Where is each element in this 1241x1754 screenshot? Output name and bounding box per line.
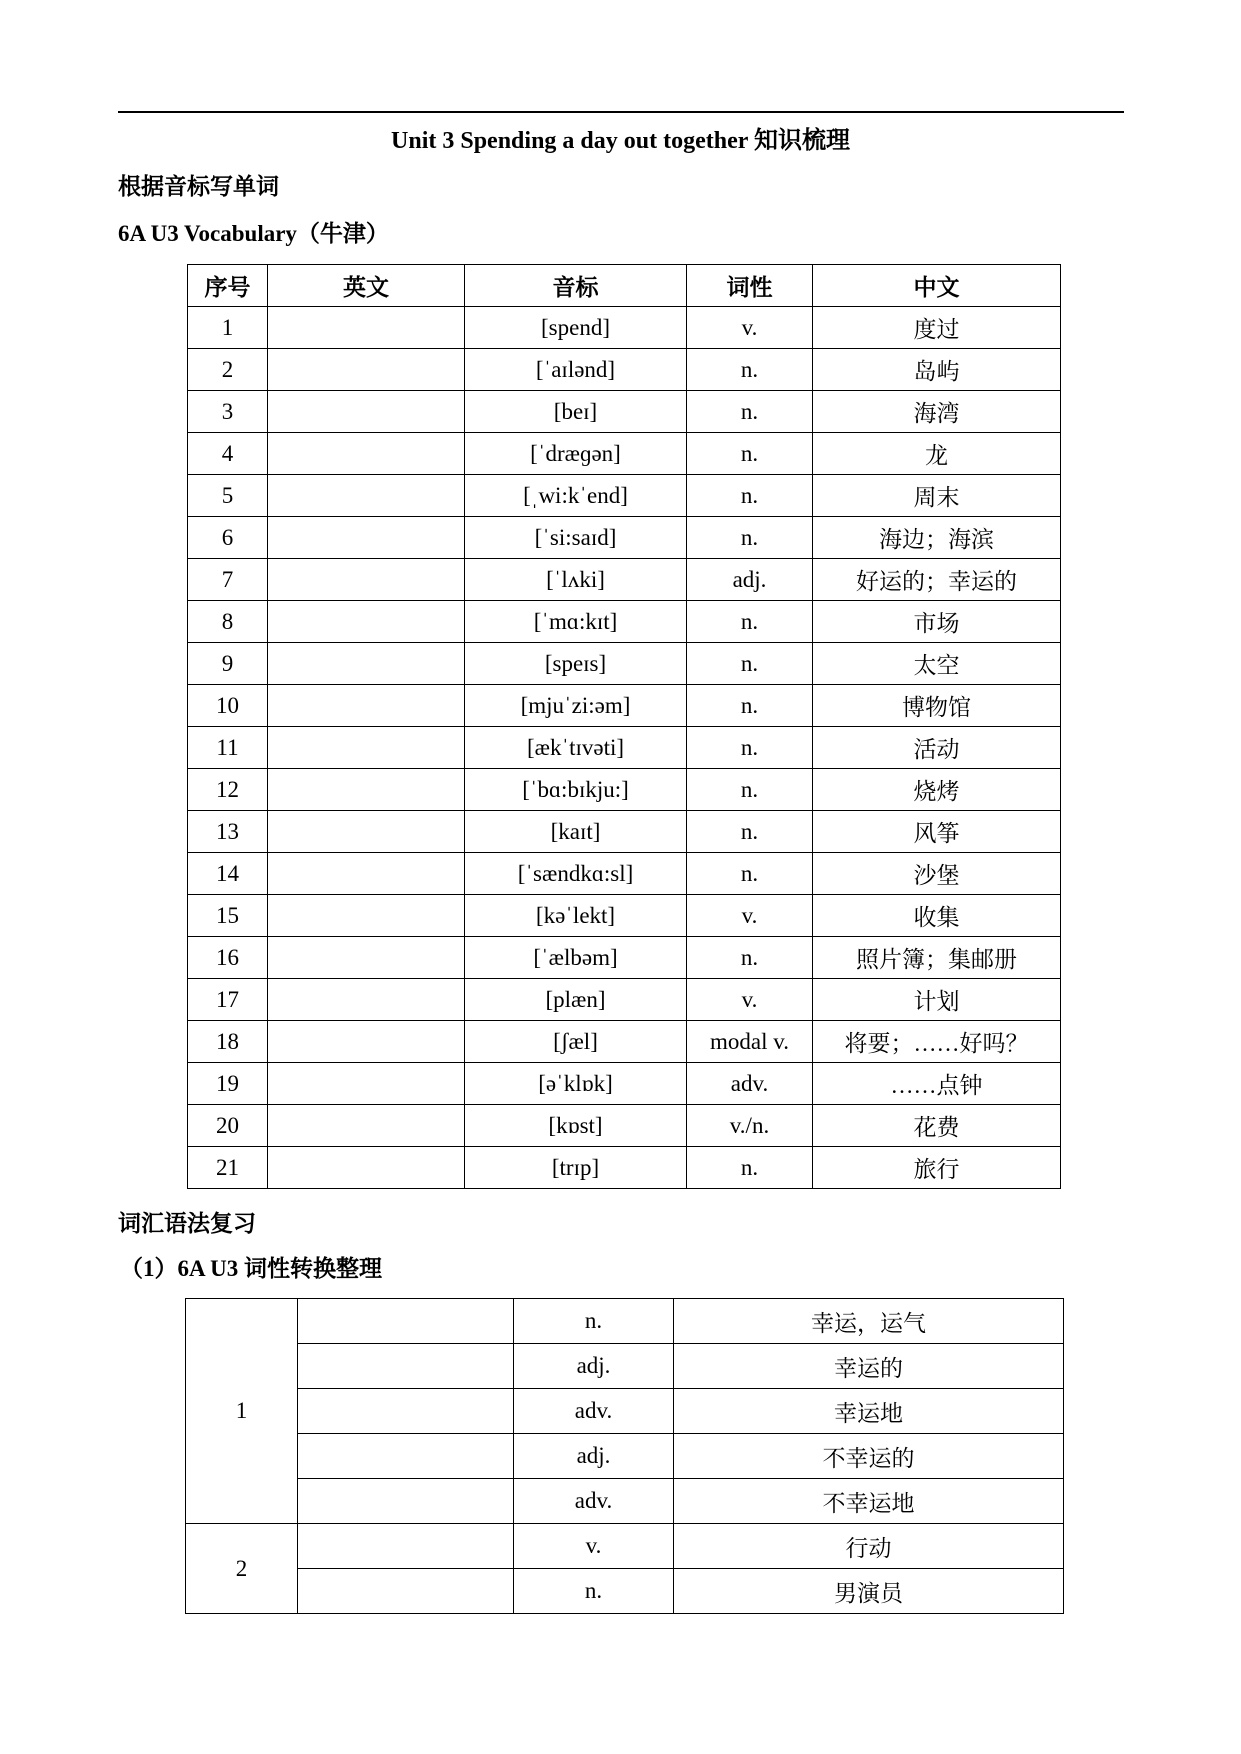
- english-answer-cell: [268, 349, 465, 391]
- row-number: 2: [188, 349, 268, 391]
- chinese-meaning-cell: 岛屿: [813, 349, 1061, 391]
- table-row: [188, 937, 1061, 979]
- english-answer-cell: [268, 937, 465, 979]
- phonetic-cell: [kɒst]: [465, 1105, 687, 1147]
- chinese-meaning-cell: 计划: [813, 979, 1061, 1021]
- row-number: 9: [188, 643, 268, 685]
- word-answer-cell: [298, 1299, 514, 1344]
- phonetic-cell: [ˌwi:kˈend]: [465, 475, 687, 517]
- table-row: [188, 475, 1061, 517]
- part-of-speech-cell: adv.: [514, 1479, 674, 1524]
- phonetic-cell: [ˈlʌki]: [465, 559, 687, 601]
- row-number: 13: [188, 811, 268, 853]
- chinese-meaning-cell: 风筝: [813, 811, 1061, 853]
- table-row: [188, 895, 1061, 937]
- chinese-meaning-cell: 幸运地: [674, 1389, 1064, 1434]
- row-number: 3: [188, 391, 268, 433]
- english-answer-cell: [268, 601, 465, 643]
- english-answer-cell: [268, 1021, 465, 1063]
- section-heading-review: 词汇语法复习: [118, 1211, 256, 1236]
- chinese-meaning-cell: 太空: [813, 643, 1061, 685]
- part-of-speech-cell: n.: [687, 937, 813, 979]
- word-form-table: [185, 1298, 1064, 1614]
- row-number: 8: [188, 601, 268, 643]
- part-of-speech-cell: n.: [687, 811, 813, 853]
- chinese-meaning-cell: 博物馆: [813, 685, 1061, 727]
- phonetic-cell: [ʃæl]: [465, 1021, 687, 1063]
- english-answer-cell: [268, 895, 465, 937]
- part-of-speech-cell: n.: [687, 853, 813, 895]
- chinese-meaning-cell: 将要；……好吗？: [813, 1021, 1061, 1063]
- english-answer-cell: [268, 391, 465, 433]
- part-of-speech-cell: adv.: [687, 1063, 813, 1105]
- chinese-meaning-cell: 旅行: [813, 1147, 1061, 1189]
- part-of-speech-cell: v.: [687, 307, 813, 349]
- chinese-meaning-cell: 沙堡: [813, 853, 1061, 895]
- row-number: 20: [188, 1105, 268, 1147]
- table-row: [188, 307, 1061, 349]
- table-row: [188, 433, 1061, 475]
- wordform-heading: （1）6A U3 词性转换整理: [120, 1256, 382, 1281]
- part-of-speech-cell: n.: [687, 601, 813, 643]
- chinese-meaning-cell: 海边；海滨: [813, 517, 1061, 559]
- header-pos: 词性: [687, 265, 813, 307]
- chinese-meaning-cell: 市场: [813, 601, 1061, 643]
- chinese-meaning-cell: 龙: [813, 433, 1061, 475]
- english-answer-cell: [268, 727, 465, 769]
- part-of-speech-cell: v./n.: [687, 1105, 813, 1147]
- phonetic-cell: [mjuˈzi:əm]: [465, 685, 687, 727]
- phonetic-cell: [ˈdræɡən]: [465, 433, 687, 475]
- chinese-meaning-cell: 活动: [813, 727, 1061, 769]
- english-answer-cell: [268, 307, 465, 349]
- phonetic-cell: [kaɪt]: [465, 811, 687, 853]
- table-row: [188, 517, 1061, 559]
- header-english: 英文: [268, 265, 465, 307]
- row-number: 19: [188, 1063, 268, 1105]
- part-of-speech-cell: n.: [514, 1569, 674, 1614]
- table-row: [186, 1524, 1064, 1569]
- word-answer-cell: [298, 1344, 514, 1389]
- part-of-speech-cell: n.: [687, 391, 813, 433]
- word-answer-cell: [298, 1479, 514, 1524]
- row-number: 12: [188, 769, 268, 811]
- english-answer-cell: [268, 1105, 465, 1147]
- phonetic-cell: [əˈklɒk]: [465, 1063, 687, 1105]
- chinese-meaning-cell: 不幸运地: [674, 1479, 1064, 1524]
- chinese-meaning-cell: 收集: [813, 895, 1061, 937]
- row-number: 15: [188, 895, 268, 937]
- word-answer-cell: [298, 1434, 514, 1479]
- english-answer-cell: [268, 1063, 465, 1105]
- english-answer-cell: [268, 559, 465, 601]
- vocabulary-table: [187, 264, 1061, 1189]
- chinese-meaning-cell: 烧烤: [813, 769, 1061, 811]
- phonetic-cell: [beɪ]: [465, 391, 687, 433]
- vocab-heading: 6A U3 Vocabulary（牛津）: [118, 221, 389, 246]
- row-number: 17: [188, 979, 268, 1021]
- table-row: [186, 1299, 1064, 1344]
- english-answer-cell: [268, 433, 465, 475]
- phonetic-cell: [kəˈlekt]: [465, 895, 687, 937]
- phonetic-cell: [plæn]: [465, 979, 687, 1021]
- row-number: 1: [188, 307, 268, 349]
- part-of-speech-cell: n.: [514, 1299, 674, 1344]
- part-of-speech-cell: v.: [687, 895, 813, 937]
- english-answer-cell: [268, 685, 465, 727]
- part-of-speech-cell: n.: [687, 769, 813, 811]
- table-row: [188, 811, 1061, 853]
- row-number: 5: [188, 475, 268, 517]
- part-of-speech-cell: adj.: [514, 1434, 674, 1479]
- table-row: [188, 1063, 1061, 1105]
- header-chinese: 中文: [813, 265, 1061, 307]
- table-row: [186, 1389, 1064, 1434]
- chinese-meaning-cell: 幸运，运气: [674, 1299, 1064, 1344]
- part-of-speech-cell: adj.: [514, 1344, 674, 1389]
- part-of-speech-cell: v.: [514, 1524, 674, 1569]
- header-phonetic: 音标: [465, 265, 687, 307]
- table-row: [188, 559, 1061, 601]
- section-heading-phonetics: 根据音标写单词: [118, 174, 279, 199]
- english-answer-cell: [268, 811, 465, 853]
- table-row: [188, 643, 1061, 685]
- phonetic-cell: [ˈmɑ:kɪt]: [465, 601, 687, 643]
- chinese-meaning-cell: 男演员: [674, 1569, 1064, 1614]
- table-row: [188, 769, 1061, 811]
- part-of-speech-cell: n.: [687, 1147, 813, 1189]
- phonetic-cell: [ˈælbəm]: [465, 937, 687, 979]
- table-row: [188, 685, 1061, 727]
- english-answer-cell: [268, 1147, 465, 1189]
- part-of-speech-cell: adv.: [514, 1389, 674, 1434]
- word-answer-cell: [298, 1389, 514, 1434]
- chinese-meaning-cell: 幸运的: [674, 1344, 1064, 1389]
- part-of-speech-cell: n.: [687, 433, 813, 475]
- part-of-speech-cell: n.: [687, 475, 813, 517]
- english-answer-cell: [268, 979, 465, 1021]
- row-number: 4: [188, 433, 268, 475]
- phonetic-cell: [ˈsi:saɪd]: [465, 517, 687, 559]
- row-number: 21: [188, 1147, 268, 1189]
- table-row: [188, 1105, 1061, 1147]
- english-answer-cell: [268, 475, 465, 517]
- header-no: 序号: [188, 265, 268, 307]
- part-of-speech-cell: n.: [687, 727, 813, 769]
- table-row: [188, 727, 1061, 769]
- part-of-speech-cell: n.: [687, 643, 813, 685]
- top-rule: [118, 111, 1124, 113]
- phonetic-cell: [spend]: [465, 307, 687, 349]
- table-row: [186, 1344, 1064, 1389]
- row-number: 6: [188, 517, 268, 559]
- row-number: 16: [188, 937, 268, 979]
- chinese-meaning-cell: 好运的；幸运的: [813, 559, 1061, 601]
- row-number: 7: [188, 559, 268, 601]
- part-of-speech-cell: n.: [687, 517, 813, 559]
- table-row: [188, 391, 1061, 433]
- row-number: 18: [188, 1021, 268, 1063]
- table-row: [188, 853, 1061, 895]
- phonetic-cell: [ˈaɪlənd]: [465, 349, 687, 391]
- part-of-speech-cell: n.: [687, 349, 813, 391]
- table-row: [188, 1147, 1061, 1189]
- phonetic-cell: [trɪp]: [465, 1147, 687, 1189]
- vocab-header-row: [188, 265, 1061, 307]
- chinese-meaning-cell: 周末: [813, 475, 1061, 517]
- table-row: [188, 979, 1061, 1021]
- english-answer-cell: [268, 517, 465, 559]
- group-number: 2: [186, 1524, 298, 1614]
- word-answer-cell: [298, 1524, 514, 1569]
- word-answer-cell: [298, 1569, 514, 1614]
- page-title: Unit 3 Spending a day out together 知识梳理: [391, 128, 850, 154]
- phonetic-cell: [speɪs]: [465, 643, 687, 685]
- phonetic-cell: [ækˈtɪvəti]: [465, 727, 687, 769]
- row-number: 14: [188, 853, 268, 895]
- chinese-meaning-cell: 行动: [674, 1524, 1064, 1569]
- table-row: [188, 601, 1061, 643]
- english-answer-cell: [268, 769, 465, 811]
- part-of-speech-cell: v.: [687, 979, 813, 1021]
- row-number: 11: [188, 727, 268, 769]
- english-answer-cell: [268, 853, 465, 895]
- part-of-speech-cell: modal v.: [687, 1021, 813, 1063]
- phonetic-cell: [ˈbɑ:bɪkju:]: [465, 769, 687, 811]
- chinese-meaning-cell: 不幸运的: [674, 1434, 1064, 1479]
- phonetic-cell: [ˈsændkɑ:sl]: [465, 853, 687, 895]
- row-number: 10: [188, 685, 268, 727]
- table-row: [186, 1569, 1064, 1614]
- table-row: [186, 1479, 1064, 1524]
- part-of-speech-cell: adj.: [687, 559, 813, 601]
- group-number: 1: [186, 1299, 298, 1524]
- chinese-meaning-cell: 照片簿；集邮册: [813, 937, 1061, 979]
- table-row: [188, 1021, 1061, 1063]
- chinese-meaning-cell: 海湾: [813, 391, 1061, 433]
- table-row: [186, 1434, 1064, 1479]
- chinese-meaning-cell: 度过: [813, 307, 1061, 349]
- chinese-meaning-cell: ……点钟: [813, 1063, 1061, 1105]
- english-answer-cell: [268, 643, 465, 685]
- chinese-meaning-cell: 花费: [813, 1105, 1061, 1147]
- part-of-speech-cell: n.: [687, 685, 813, 727]
- table-row: [188, 349, 1061, 391]
